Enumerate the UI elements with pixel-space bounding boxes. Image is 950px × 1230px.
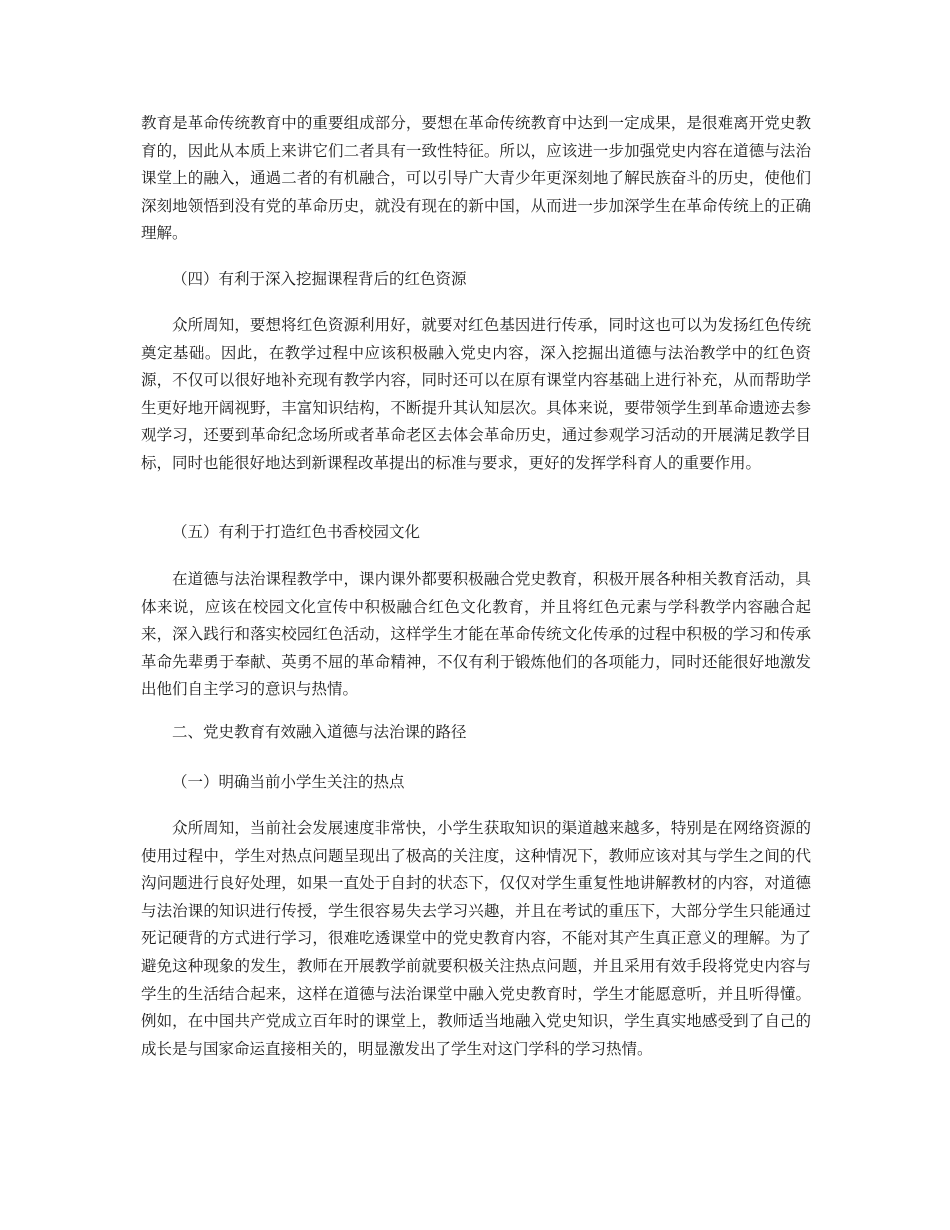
paragraph-5: 在道德与法治课程教学中，课内课外都要积极融合党史教育，积极开展各种相关教育活动，具体来说，应该在校园文化宣传中积极融合红色文化教育，并且将红色元素与学科教学内容融合起来，深入践行和落实校园红色活动，这样学生才能在革命传统文化传承的过程中积极的学习和传承革命先辈勇于奉献、英勇不屈的革命精神，不仅有利于锻炼他们的各项能力，同时还能很好地激发出他们自主学习的意识与热情。 <box>141 570 811 699</box>
subheading-4: （四）有利于深入挖掘课程背后的红色资源 <box>172 270 467 288</box>
subheading-2-1: （一）明确当前小学生关注的热点 <box>172 773 405 791</box>
section-heading-2: 二、党史教育有效融入道德与法治课的路径 <box>172 723 467 741</box>
subheading-5: （五）有利于打造红色书香校园文化 <box>172 523 421 541</box>
paragraph-4: 众所周知，要想将红色资源利用好，就要对红色基因进行传承，同时这也可以为发扬红色传统奠定基础。因此，在教学过程中应该积极融入党史内容，深入挖掘出道德与法治教学中的红色资源，不仅可以很好地补充现有教学内容，同时还可以在原有课堂内容基础上进行补充，从而帮助学生更好地开阔视野，丰富知识结构，不断提升其认知层次。具体来说，要带领学生到革命遗迹去参观学习，还要到革命纪念场所或者革命老区去体会革命历史，通过参观学习活动的开展满足教学目标，同时也能很好地达到新课程改革提出的标准与要求，更好的发挥学科育人的重要作用。 <box>141 316 811 472</box>
intro-paragraph: 教育是革命传统教育中的重要组成部分，要想在革命传统教育中达到一定成果，是很难离开党史教育的，因此从本质上来讲它们二者具有一致性特征。所以，应该进一步加强党史内容在道德与法治课堂上的融入，通過二者的有机融合，可以引导广大青少年更深刻地了解民族奋斗的历史，使他们深刻地领悟到没有党的革命历史，就没有现在的新中国，从而进一步加深学生在革命传统上的正确理解。 <box>141 114 811 243</box>
paragraph-2-1: 众所周知，当前社会发展速度非常快，小学生获取知识的渠道越来越多，特别是在网络资源的使用过程中，学生对热点问题呈现出了极高的关注度，这种情况下，教师应该对其与学生之间的代沟问题进行良好处理，如果一直处于自封的状态下，仅仅对学生重复性地讲解教材的内容，对道德与法治课的知识进行传授，学生很容易失去学习兴趣，并且在考试的重压下，大部分学生只能通过死记硬背的方式进行学习，很难吃透课堂中的党史教育内容，不能对其产生真正意义的理解。为了避免这种现象的发生，教师在开展教学前就要积极关注热点问题，并且采用有效手段将党史内容与学生的生活结合起来，这样在道德与法治课堂中融入党史教育时，学生才能愿意听，并且听得懂。例如，在中国共产党成立百年时的课堂上，教师适当地融入党史知识，学生真实地感受到了自己的成长是与国家命运直接相关的，明显激发出了学生对这门学科的学习热情。 <box>141 819 811 1058</box>
